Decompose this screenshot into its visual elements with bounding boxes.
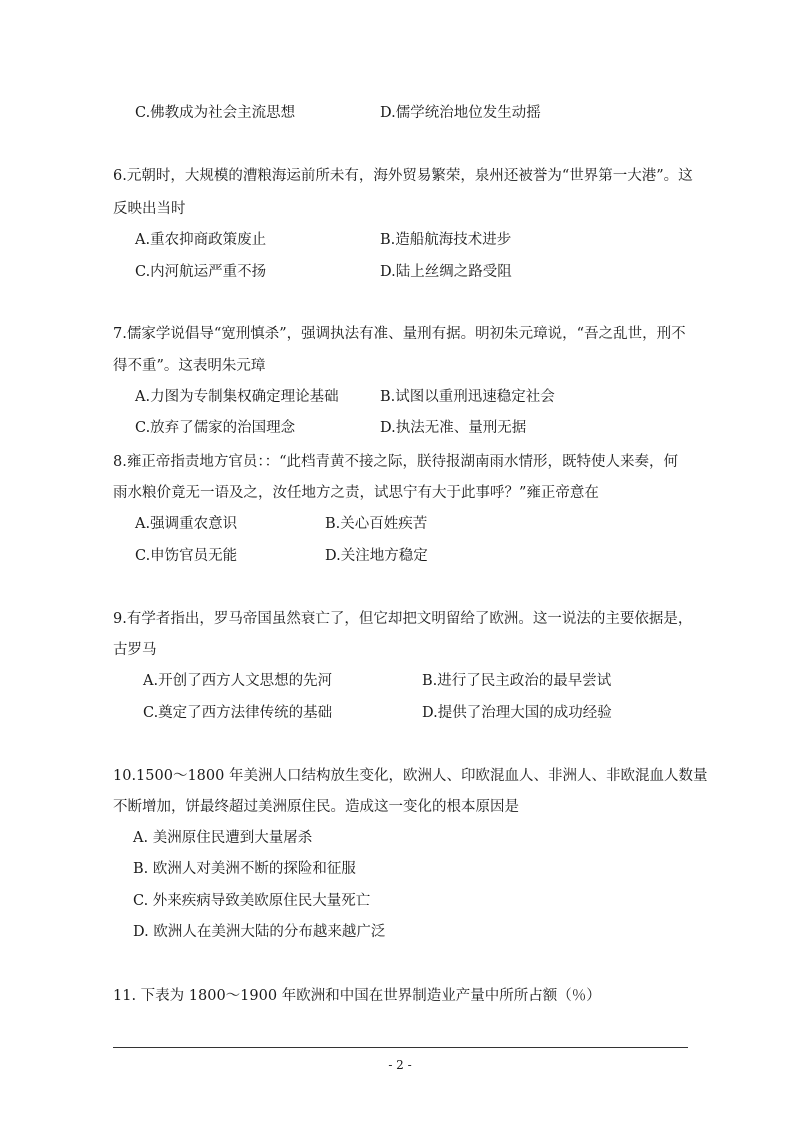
q10-stem-line2: 不断增加，饼最终超过美洲原住民。造成这一变化的根本原因是 [113, 799, 519, 815]
q8-stem-line1: 8.雍正帝指责地方官员：：“此档青黄不接之际，朕待报湖南雨水情形，既特使人来奏，何 [113, 454, 678, 470]
q9-option-a: A.开创了西方人文思想的先河 [143, 673, 333, 689]
q10-option-b: B. 欧洲人对美洲不断的探险和征服 [133, 861, 356, 877]
q8-option-a: A.强调重农意识 [135, 516, 238, 532]
q7-option-d: D.执法无准、量刑无据 [380, 420, 527, 436]
q8-stem-line2: 雨水粮价竟无一语及之，汝任地方之责，试思宁有大于此事呼？”雍正帝意在 [113, 485, 599, 501]
q9-option-c: C.奠定了西方法律传统的基础 [143, 705, 333, 721]
q10-stem-line1: 10.1500～1800 年美洲人口结构放生变化，欧洲人、印欧混血人、非洲人、非欧混血人数量 [113, 768, 708, 784]
q6-option-c: C.内河航运严重不扬 [135, 264, 267, 280]
q8-option-d: D.关注地方稳定 [325, 548, 428, 564]
q11-stem-line1: 11. 下表为 1800～1900 年欧洲和中国在世界制造业产量中所所占额（％） [113, 988, 601, 1004]
q7-option-c: C.放弃了儒家的治国理念 [135, 420, 296, 436]
q8-option-c: C.申饬官员无能 [135, 548, 238, 564]
q7-stem-line1: 7.儒家学说倡导“宽刑慎杀”，强调执法有准、量刑有据。明初朱元璋说，“吾之乱世，刑不 [113, 326, 686, 342]
q6-stem-line2: 反映出当时 [113, 201, 186, 217]
q9-stem-line1: 9.有学者指出，罗马帝国虽然衰亡了，但它却把文明留给了欧洲。这一说法的主要依据是， [113, 611, 693, 627]
q7-option-b: B.试图以重刑迅速稳定社会 [380, 389, 555, 405]
page-number: - 2 - [388, 1058, 412, 1072]
q6-option-b: B.造船航海技术进步 [380, 232, 512, 248]
q6-stem-line1: 6.元朝时，大规模的漕粮海运前所未有，海外贸易繁荣，泉州还被誉为“世界第一大港”。这 [113, 168, 693, 184]
q10-option-d: D. 欧洲人在美洲大陆的分布越来越广泛 [133, 924, 386, 940]
q5-option-d: D.儒学统治地位发生动摇 [380, 105, 541, 121]
q10-option-a: A. 美洲原住民遭到大量屠杀 [133, 830, 313, 846]
q9-option-b: B.进行了民主政治的最早尝试 [422, 673, 612, 689]
q10-option-c: C. 外来疾病导致美欧原住民大量死亡 [133, 893, 371, 909]
q9-option-d: D.提供了治理大国的成功经验 [422, 705, 612, 721]
q8-option-b: B.关心百姓疾苦 [325, 516, 428, 532]
q7-option-a: A.力图为专制集权确定理论基础 [135, 389, 339, 405]
footer-divider [113, 1047, 688, 1048]
q6-option-a: A.重农抑商政策废止 [135, 232, 267, 248]
q7-stem-line2: 得不重”。这表明朱元璋 [113, 358, 266, 374]
q9-stem-line2: 古罗马 [113, 642, 157, 658]
q5-option-c: C.佛教成为社会主流思想 [135, 105, 296, 121]
q6-option-d: D.陆上丝绸之路受阻 [380, 264, 512, 280]
